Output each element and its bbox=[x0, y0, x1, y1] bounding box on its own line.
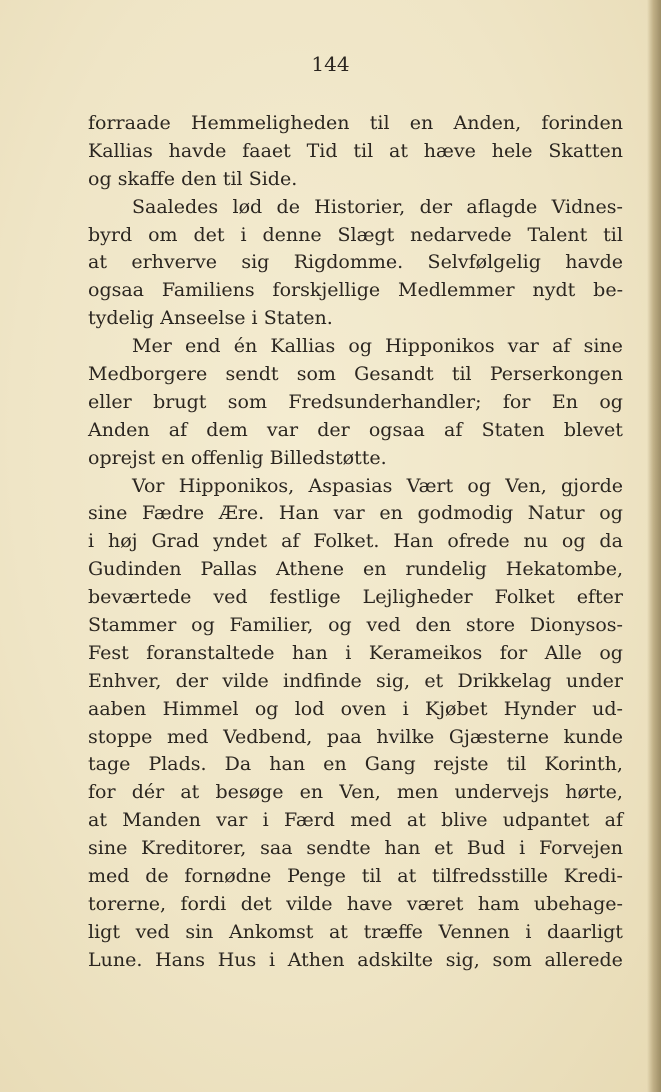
word: Dionysos- bbox=[529, 614, 623, 637]
word: lod bbox=[294, 697, 325, 720]
word: den bbox=[415, 614, 452, 637]
word: om bbox=[148, 223, 178, 246]
text-line bbox=[88, 947, 623, 975]
word: Drikkelag bbox=[457, 669, 552, 692]
word: sine bbox=[88, 502, 128, 525]
word: nedarvede bbox=[410, 223, 512, 246]
text-line bbox=[88, 640, 623, 668]
word: fordi bbox=[180, 892, 227, 915]
word: af bbox=[168, 418, 188, 441]
word: en bbox=[161, 446, 185, 469]
word: ved bbox=[366, 614, 401, 637]
word: en bbox=[299, 781, 324, 804]
word: store bbox=[465, 614, 516, 637]
text-line bbox=[88, 835, 623, 863]
word: en bbox=[363, 558, 387, 581]
word: hele bbox=[491, 139, 533, 162]
word: og bbox=[254, 697, 279, 720]
word: ligt bbox=[88, 920, 120, 943]
word: og bbox=[467, 474, 492, 497]
word: forinden bbox=[541, 112, 623, 134]
word: Vært bbox=[406, 474, 454, 497]
word: undervejs bbox=[454, 781, 550, 804]
word: en bbox=[323, 753, 347, 776]
word: Pallas bbox=[200, 558, 258, 581]
word: oven bbox=[340, 697, 387, 720]
word: be- bbox=[593, 279, 623, 302]
word: Ankomst bbox=[229, 920, 314, 943]
word: Selvfølgelig bbox=[427, 251, 541, 274]
word: Medlemmer bbox=[398, 279, 515, 302]
word: fornødne bbox=[184, 865, 272, 888]
text-line bbox=[88, 724, 623, 752]
word: Alle bbox=[544, 641, 582, 664]
word: de bbox=[145, 865, 169, 888]
word: var bbox=[216, 809, 248, 832]
word: hvilke bbox=[376, 725, 435, 748]
word: at bbox=[328, 920, 348, 943]
text-line bbox=[88, 668, 623, 696]
word: sendte bbox=[306, 837, 371, 860]
text-line bbox=[88, 166, 623, 194]
word: yndet bbox=[213, 530, 268, 553]
word: høj bbox=[107, 530, 138, 553]
word: tydelig bbox=[88, 307, 155, 330]
word: daarligt bbox=[547, 920, 623, 943]
word: dér bbox=[131, 781, 165, 804]
word: blevet bbox=[563, 418, 623, 441]
word: tage bbox=[88, 753, 131, 776]
word: besøge bbox=[215, 781, 284, 804]
word: sendt bbox=[225, 363, 279, 386]
word: han bbox=[384, 837, 421, 860]
word: vilde bbox=[222, 669, 269, 692]
word: Hipponikos, bbox=[178, 474, 295, 497]
text-line bbox=[88, 919, 623, 947]
word: og bbox=[348, 335, 372, 358]
word: blive bbox=[441, 809, 488, 832]
word: og bbox=[599, 502, 623, 525]
word: Rigdomme. bbox=[293, 251, 404, 274]
word: forskjellige bbox=[272, 279, 381, 302]
word: nydt bbox=[532, 279, 576, 302]
word: Kerameikos bbox=[368, 641, 483, 664]
word: sig, bbox=[445, 948, 480, 971]
word: Vedbend, bbox=[223, 725, 313, 748]
word: Aspasias bbox=[308, 474, 393, 497]
word: allerede bbox=[544, 948, 623, 971]
word: træffe bbox=[363, 920, 423, 943]
word: paa bbox=[326, 725, 362, 748]
word: denne bbox=[262, 223, 322, 246]
word: i bbox=[262, 809, 269, 832]
word: sine bbox=[88, 837, 128, 860]
word: saa bbox=[260, 837, 293, 860]
word: i bbox=[251, 307, 258, 330]
word: Forvejen bbox=[538, 837, 623, 860]
word: foranstaltede bbox=[146, 641, 275, 664]
text-line bbox=[88, 584, 623, 612]
word: Bud bbox=[466, 837, 506, 860]
word: adskilte bbox=[357, 948, 434, 971]
word: Hekatombe, bbox=[505, 558, 623, 581]
word: efter bbox=[576, 586, 623, 609]
text-line bbox=[88, 779, 623, 807]
text-line bbox=[88, 277, 623, 305]
text-line bbox=[88, 500, 623, 528]
page-number: 144 bbox=[311, 52, 350, 76]
word: Staten bbox=[481, 418, 545, 441]
word: ofrede bbox=[447, 530, 510, 553]
word: Talent bbox=[527, 223, 588, 246]
word: Kallias bbox=[270, 335, 336, 358]
word: Athene bbox=[276, 558, 345, 581]
word: af bbox=[281, 530, 300, 553]
word: én bbox=[233, 335, 258, 358]
word: Vennen bbox=[438, 920, 510, 943]
word: i bbox=[519, 837, 526, 860]
word: for bbox=[499, 641, 528, 664]
word: og bbox=[599, 390, 623, 413]
word: rundelig bbox=[405, 558, 487, 581]
word: Gesandt bbox=[354, 363, 434, 386]
text-line bbox=[88, 361, 623, 389]
word: Da bbox=[224, 753, 252, 776]
word: Side. bbox=[248, 167, 298, 190]
text-line bbox=[88, 417, 623, 445]
text-line bbox=[88, 222, 623, 250]
word: Hemmeligheden bbox=[190, 112, 350, 134]
word: sig, bbox=[376, 669, 411, 692]
word: Grad bbox=[151, 530, 200, 553]
word: Medborgere bbox=[88, 363, 208, 386]
text-line bbox=[88, 194, 623, 222]
word: med bbox=[88, 865, 130, 888]
word: at bbox=[406, 809, 426, 832]
word: dem bbox=[206, 418, 248, 441]
word: til bbox=[361, 865, 382, 888]
word: Folket bbox=[494, 586, 555, 609]
word: Stammer bbox=[88, 614, 177, 637]
word: Staten. bbox=[263, 307, 333, 330]
word: Fredsunderhandler; bbox=[288, 390, 482, 413]
word: været bbox=[406, 892, 464, 915]
word: Anseelse bbox=[160, 307, 246, 330]
word: aflagde bbox=[466, 195, 538, 218]
word: Tid bbox=[306, 139, 338, 162]
word: Folket. bbox=[313, 530, 380, 553]
word: sine bbox=[583, 335, 623, 358]
word: eller bbox=[88, 390, 132, 413]
word: af bbox=[552, 335, 571, 358]
word: Han bbox=[278, 502, 319, 525]
word: ogsaa bbox=[88, 279, 145, 302]
word: at bbox=[397, 865, 417, 888]
word: Hans bbox=[155, 948, 205, 971]
word: Lejligheder bbox=[362, 586, 473, 609]
word: aaben bbox=[88, 697, 147, 720]
word: Gjæsterne bbox=[448, 725, 549, 748]
word: med bbox=[350, 809, 392, 832]
word: til bbox=[603, 223, 623, 246]
word: hæve bbox=[423, 139, 476, 162]
word: en bbox=[379, 502, 403, 525]
word: den bbox=[181, 167, 217, 190]
word: ham bbox=[477, 892, 520, 915]
word: stoppe bbox=[88, 725, 153, 748]
word: ved bbox=[213, 586, 248, 609]
word: forraade bbox=[88, 112, 171, 134]
word: under bbox=[565, 669, 623, 692]
word: og bbox=[328, 614, 352, 637]
word: da bbox=[599, 530, 623, 553]
word: sig bbox=[241, 251, 270, 274]
word: til bbox=[506, 753, 527, 776]
word: var bbox=[333, 502, 365, 525]
word: Anden bbox=[88, 418, 150, 441]
word: En bbox=[551, 390, 578, 413]
text-line bbox=[88, 696, 623, 724]
word: i bbox=[268, 948, 276, 971]
word: var bbox=[266, 418, 299, 441]
word: rejste bbox=[433, 753, 489, 776]
word: end bbox=[184, 335, 221, 358]
word: og bbox=[191, 614, 215, 637]
word: i bbox=[345, 641, 352, 664]
word: Hus bbox=[217, 948, 257, 971]
text-line bbox=[88, 528, 623, 556]
word: godmodig bbox=[417, 502, 514, 525]
word: Enhver, bbox=[88, 669, 162, 692]
text-line bbox=[88, 305, 623, 333]
text-line bbox=[88, 389, 623, 417]
text-line bbox=[88, 807, 623, 835]
word: i bbox=[402, 697, 409, 720]
word: der bbox=[317, 418, 350, 441]
word: som bbox=[227, 390, 267, 413]
word: Hynder bbox=[503, 697, 576, 720]
word: et bbox=[424, 669, 444, 692]
text-line bbox=[88, 249, 623, 277]
word: byrd bbox=[88, 223, 133, 246]
word: udpantet bbox=[502, 809, 590, 832]
word: det bbox=[240, 892, 272, 915]
word: kunde bbox=[563, 725, 623, 748]
page-edge-shadow bbox=[647, 0, 661, 1092]
word: Kallias bbox=[88, 139, 153, 162]
word: der bbox=[175, 669, 209, 692]
word: og bbox=[88, 167, 112, 190]
word: til bbox=[451, 363, 472, 386]
word: men bbox=[396, 781, 439, 804]
word: som bbox=[296, 363, 336, 386]
word: Familier, bbox=[229, 614, 314, 637]
word: Historier, bbox=[314, 195, 406, 218]
word: han bbox=[269, 753, 306, 776]
word: og bbox=[561, 530, 586, 553]
word: ubehage- bbox=[533, 892, 623, 915]
word: skaffe bbox=[117, 167, 176, 190]
word: at bbox=[88, 809, 107, 832]
text-line bbox=[88, 556, 623, 584]
word: med bbox=[167, 725, 209, 748]
word: Billedstøtte. bbox=[269, 446, 387, 469]
word: at bbox=[88, 251, 107, 274]
word: de bbox=[276, 195, 300, 218]
word: gjorde bbox=[561, 474, 623, 497]
word: Familiens bbox=[161, 279, 255, 302]
word: havde bbox=[168, 139, 227, 162]
word: Plads. bbox=[148, 753, 207, 776]
word: Hipponikos bbox=[385, 335, 495, 358]
word: torerne, bbox=[88, 892, 167, 915]
text-line bbox=[88, 891, 623, 919]
word: vilde bbox=[286, 892, 333, 915]
word: Kredi- bbox=[563, 865, 623, 888]
word: festlige bbox=[269, 586, 341, 609]
word: Natur bbox=[527, 502, 585, 525]
word: tilfredsstille bbox=[432, 865, 548, 888]
word: Ven, bbox=[339, 781, 381, 804]
word: af bbox=[604, 809, 623, 832]
word: til bbox=[222, 167, 243, 190]
word: offenlig bbox=[190, 446, 264, 469]
word: af bbox=[444, 418, 463, 441]
word: Vor bbox=[132, 474, 165, 497]
word: til bbox=[369, 112, 390, 134]
word: til bbox=[353, 139, 374, 162]
word: Færd bbox=[283, 809, 335, 832]
word: Han bbox=[393, 530, 434, 553]
word: Lune. bbox=[88, 948, 143, 971]
word: erhverve bbox=[131, 251, 217, 274]
word: at bbox=[389, 139, 408, 162]
text-line bbox=[88, 138, 623, 166]
word: var bbox=[507, 335, 539, 358]
word: og bbox=[599, 641, 623, 664]
word: Kreditorer, bbox=[141, 837, 247, 860]
word: Himmel bbox=[162, 697, 239, 720]
word: Perserkongen bbox=[489, 363, 623, 386]
word: som bbox=[492, 948, 532, 971]
word: Gang bbox=[364, 753, 416, 776]
word: der bbox=[419, 195, 453, 218]
word: i bbox=[88, 530, 95, 553]
word: Athen bbox=[287, 948, 345, 971]
word: Fest bbox=[88, 641, 129, 664]
text-line bbox=[88, 333, 623, 361]
text-line bbox=[88, 473, 623, 501]
word: faaet bbox=[242, 139, 291, 162]
text-line bbox=[88, 863, 623, 891]
word: brugt bbox=[153, 390, 207, 413]
word: oprejst bbox=[88, 446, 156, 469]
word: Kjøbet bbox=[424, 697, 488, 720]
word: Anden, bbox=[453, 112, 522, 134]
text-line bbox=[88, 612, 623, 640]
word: i bbox=[525, 920, 532, 943]
text-line bbox=[88, 445, 623, 473]
word: Skatten bbox=[548, 139, 623, 162]
word: havde bbox=[565, 251, 623, 274]
body-text bbox=[88, 110, 623, 975]
text-line bbox=[88, 110, 623, 138]
word: for bbox=[502, 390, 531, 413]
word: sin bbox=[185, 920, 214, 943]
word: ud- bbox=[592, 697, 623, 720]
word: Korinth, bbox=[544, 753, 623, 776]
word: ogsaa bbox=[368, 418, 425, 441]
word: en bbox=[409, 112, 434, 134]
word: det bbox=[193, 223, 225, 246]
text-line bbox=[88, 751, 623, 779]
word: beværtede bbox=[88, 586, 192, 609]
word: Penge bbox=[287, 865, 346, 888]
word: indfinde bbox=[282, 669, 362, 692]
word: hørte, bbox=[565, 781, 623, 804]
word: have bbox=[346, 892, 393, 915]
word: Ven, bbox=[505, 474, 547, 497]
word: Vidnes- bbox=[551, 195, 623, 218]
word: at bbox=[180, 781, 200, 804]
word: Mer bbox=[132, 335, 172, 358]
word: nu bbox=[523, 530, 548, 553]
word: Manden bbox=[122, 809, 201, 832]
word: Fædre bbox=[141, 502, 205, 525]
word: et bbox=[434, 837, 454, 860]
word: lød bbox=[232, 195, 263, 218]
word: i bbox=[240, 223, 247, 246]
word: Saaledes bbox=[132, 195, 219, 218]
word: Ære. bbox=[218, 502, 265, 525]
word: ved bbox=[135, 920, 170, 943]
word: for bbox=[88, 781, 116, 804]
word: Slægt bbox=[337, 223, 395, 246]
word: Gudinden bbox=[88, 558, 182, 581]
word: han bbox=[291, 641, 328, 664]
